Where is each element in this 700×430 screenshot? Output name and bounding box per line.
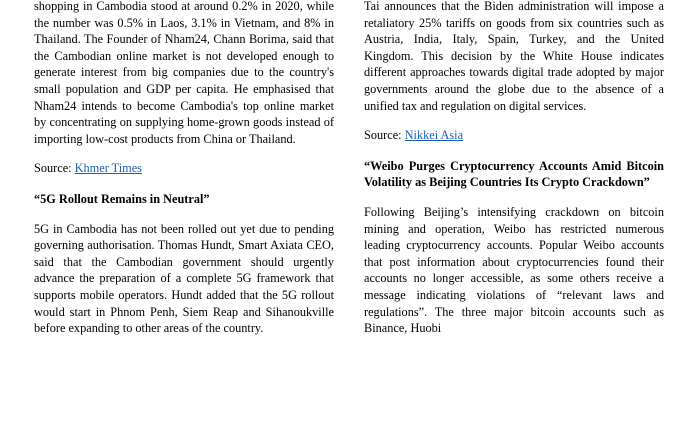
- right-article-continued-paragraph: Tai announces that the Biden administration will impose a retaliatory 25% tariffs on goods from six countries such as Austria, India, Italy, Spain, Turkey, and the United Kingdom. This decision by the White House indicates different approaches towards digital trade adopted by major governments around the globe due to the absence of a unified tax and regulation on digital services.: [364, 0, 664, 113]
- left-article-body-paragraph: 5G in Cambodia has not been rolled out yet due to pending governing authorisation. Thomas Hundt, Smart Axiata CEO, said that the Cambodian government should urgently advance the preparation of a complete 5G framework that supports mobile operators. Hundt added that the 5G rollout would start in Phnom Penh, Siem Reap and Sihanoukville before expanding to other areas of the country.: [34, 221, 334, 336]
- right-source-link[interactable]: Nikkei Asia: [404, 128, 464, 143]
- right-article-headline: “Weibo Purges Cryptocurrency Accounts Amid Bitcoin Volatility as Beijing Countries Its Crypto Crackdown”: [364, 158, 664, 190]
- right-source-line: [364, 127, 664, 144]
- right-column: [364, 0, 664, 430]
- left-article-continued-paragraph: shopping in Cambodia stood at around 0.2% in 2020, while the number was 0.5% in Laos, 3.1% in Vietnam, and 8% in Thailand. The Founder of Nham24, Chann Borima, said that the Cambodian online market is not developed enough to generate interest from big companies due to the country's small population and GDP per capita. He emphasised that Nham24 intends to become Cambodia's top online market by concentrating on supplying home-grown goods instead of importing low-cost products from China or Thailand.: [34, 0, 334, 146]
- right-article-body-paragraph: Following Beijing’s intensifying crackdown on bitcoin mining and operation, Weibo has restricted numerous leading cryptocurrency accounts. Popular Weibo accounts that post information about cryptocurrencies found their accounts no longer accessible, as some others receive a message indicating violations of “relevant laws and regulations”. The three major bitcoin accounts such as Binance, Huobi: [364, 204, 664, 336]
- right-source-label: Source:: [364, 128, 402, 143]
- left-source-label: Source:: [34, 161, 72, 176]
- left-source-link[interactable]: Khmer Times: [74, 161, 142, 176]
- left-column: [34, 0, 334, 430]
- left-source-line: [34, 160, 334, 177]
- left-article-headline: “5G Rollout Remains in Neutral”: [34, 191, 210, 206]
